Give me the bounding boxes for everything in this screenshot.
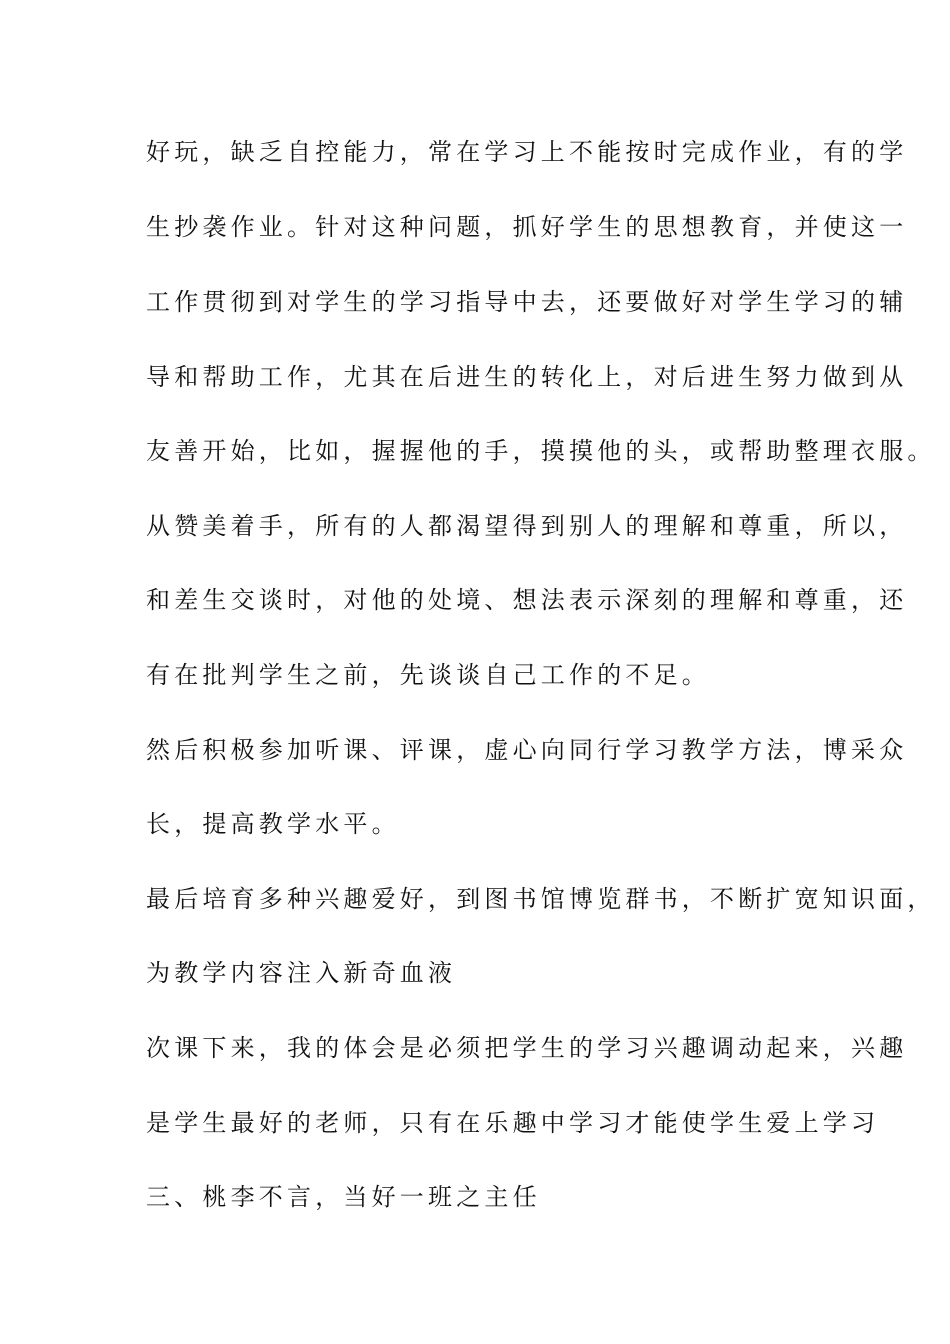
section-heading: 三、桃李不言，当好一班之主任: [146, 1183, 541, 1211]
text-line: 次课下来，我的体会是必须把学生的学习兴趣调动起来，兴趣: [146, 1034, 908, 1062]
text-line: 是学生最好的老师，只有在乐趣中学习才能使学生爱上学习: [146, 1109, 880, 1137]
text-line: 从赞美着手，所有的人都渴望得到别人的理解和尊重，所以，: [146, 512, 908, 540]
text-line: 工作贯彻到对学生的学习指导中去，还要做好对学生学习的辅: [146, 288, 908, 316]
text-line: 有在批判学生之前，先谈谈自己工作的不足。: [146, 661, 710, 689]
text-line: 长，提高教学水平。: [146, 810, 400, 838]
text-line: 友善开始，比如，握握他的手，摸摸他的头，或帮助整理衣服。: [146, 437, 936, 465]
text-line: 导和帮助工作，尤其在后进生的转化上，对后进生努力做到从: [146, 363, 908, 391]
text-line: 生抄袭作业。针对这种问题，抓好学生的思想教育，并使这一: [146, 213, 908, 241]
text-line: 好玩，缺乏自控能力，常在学习上不能按时完成作业，有的学: [146, 138, 908, 166]
text-line: 最后培育多种兴趣爱好，到图书馆博览群书，不断扩宽知识面，: [146, 885, 936, 913]
text-line: 和差生交谈时，对他的处境、想法表示深刻的理解和尊重，还: [146, 586, 908, 614]
text-line: 为教学内容注入新奇血液: [146, 959, 457, 987]
text-line: 然后积极参加听课、评课，虚心向同行学习教学方法，博采众: [146, 736, 908, 764]
